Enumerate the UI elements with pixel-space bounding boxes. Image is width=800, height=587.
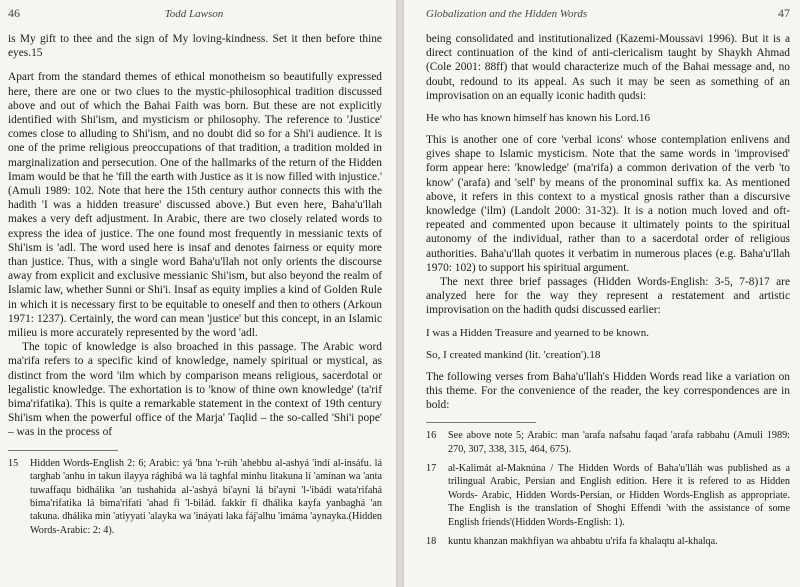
footnote-text: See above note 5; Arabic: man 'arafa nafsahu faqad 'arafa rabbahu (Amuli 1989: 270, 307, 338, 315, 464, 675). [448,430,790,455]
page-number-right: 47 [778,6,790,20]
right-body [426,32,790,412]
running-head-author: Todd Lawson [164,8,224,20]
running-head-right [426,6,790,32]
block-quote: He who has known himself has known his Lord.16 [426,112,650,125]
paragraph: The next three brief passages (Hidden Words-English: 3-5, 7-8)17 are analyzed here for the way they represent a restatement and artistic improvisation on the hadith qudsi discussed earlier: [426,276,790,317]
paragraph: being consolidated and institutionalized (Kazemi-Moussavi 1996). But it is a direct continuation of the kind of anti-clericalism taught by Shaykh Ahmad (Cole 2001: 88ff) that would characterize much of the Bahai message and, no doubt, redound to its appeal. As such it may be seen as something of an improvisation on an equally iconic hadith qudsi: [426,33,790,102]
block-quote: I was a Hidden Treasure and yearned to be known. [426,326,649,339]
footnote-text: al-Kalimát al-Maknúna / The Hidden Words of Baha'u'lláh was published as a trilingual Arabic, Persian and English edition. Here it is refered to as Hidden Words- Arabic, Hidden Words-Persian, or Hidden Words-English as appropriate. The English is the translation of Shoghi Effendi 'with the assistance of some English friends'(Hidden Words-English: 1). [448,463,790,528]
footnote-rule [426,422,536,423]
paragraph: Apart from the standard themes of ethical monotheism so beautifully expressed here, there are one or two clues to the mystic-philosophical tradition discussed above and out of which the Bahai Faith was born. But these are not explicitly identified with Shi'ism, and mysticism or philosophy. The reference to 'Justice' comes close to alluding to Shi'ism, and no doubt did so for a Shi'i audience. It is one of the prime religious preoccupations of that tradition, a tradition molded in marginalization and persecution. One of the hallmarks of the return of the Hidden Imam would be that he 'fill the earth with Justice as it is now filled with injustice.' (Amuli 1989: 102. Note that here the 15th century author connects this with the hadith 'I was a hidden treasure' discussed above.) But even here, Baha'u'llah makes a very deft adjustment. In Arabic, there are two closely related words to express the idea of justice. The one found most frequently in messianic texts of Shi'ism is 'adl. The word used here is insaf and denotes fairness or equity more than justice. Thus, with a single word Baha'u'llah not only orients the discourse away from explicit and exclusive messianic Shi'ism, but also beyond the realm of Islamic law, whether Sunni or Shi'i. Insaf as equity implies a kind of Golden Rule in which it is necessary first to be equitable to oneself and then to others (Arkoun 1971: 1237). Certainly, the word can mean 'justice' but this concept, in an Islamic milieu is more accurately represented by the word 'adl. [8,71,382,340]
footnote-17 [426,462,790,529]
footnote-text: kuntu khanzan makhfiyan wa ahbabtu u'rifa fa khalaqtu al-khalqa. [448,536,718,548]
block-quote: So, I created mankind (lit. 'creation').18 [426,348,601,361]
right-page [404,0,800,587]
paragraph: The following verses from Baha'u'llah's Hidden Words read like a variation on this theme. For the convenience of the reader, the key correspondences are in bold: [426,370,790,412]
footnote-number: 15 [8,457,19,469]
footnote-rule [8,450,118,451]
footnote-15 [8,457,382,537]
running-head-left [8,6,382,32]
left-body [8,32,382,440]
footnote-16 [426,429,790,456]
paragraph: is My gift to thee and the sign of My loving-kindness. Set it then before thine eyes.15 [8,33,382,60]
footnote-text: Hidden Words-English 2: 6; Arabic: yá 'bna 'r-rúh 'ahebbu al-ashyá 'indí al-insáfu. lá targhab 'anhu in takun ilayya rághibá wa lá taghfal minhu litakuna lí 'amínan wa 'anta tuwaffaqu bidhálika 'an tushahida al-'ashyá bi'ayni lá bi'ayni 'l-'ibádi wata'rifahá bima'rifatika lá bima'rifati 'ahad fi 'l-bilád. fakkir fí dhálika kayfa yanbaghá 'an takuna. dhálika min 'atiyyati 'alayka wa 'ináyati laka fáj'alhu 'imáma 'aynayka.(Hidden Words-Arabic: 2: 4). [30,457,382,536]
page-number-left: 46 [8,6,20,20]
footnote-number: 18 [426,536,437,548]
running-head-title: Globalization and the Hidden Words [426,8,588,20]
footnote-number: 17 [426,463,437,475]
paragraph: This is another one of core 'verbal icons' whose contemplation enlivens and gives shape to Islamic mysticism. Note that the same words in 'improvised' form appear here: 'knowledge' (ma'rifa) a common derivation of the verb 'to know' ('arafa) and 'self' by means of the pronominal suffix ka. As mentioned above, it refers in this context to a mystical gnosis rather than a discursive knowledge ('ilm) (Landolt 2000: 31-32). It is a notion much loved and oft-repeated and commented upon because it ultimately points to the spiritual autonomy of the individual, rather than to a sacerdotal order of religious authorities. Baha'u'llah quotes it verbatim in numerous places (e.g. Baha'u'llah 1970: 102) to support his spiritual argument. [426,134,790,274]
paragraph: The topic of knowledge is also broached in this passage. The Arabic word ma'rifa refers to a specific kind of knowledge, namely spiritual or mystical, as distinct from the word 'ilm which by comparison means religious, sacerdotal or legalistic knowledge. The exhortation is to 'know of thine own knowledge' (ta'rif bima'rifatika). This is quite a remarkable statement in the context of 19th century Shi'ism when the powerful office of the Marja' Taqlid – the so-called 'Shi'i pope' – was in the process of [8,341,382,439]
left-page [0,0,396,587]
footnote-18 [426,535,790,548]
footnote-number: 16 [426,430,437,442]
book-gutter [396,0,404,587]
